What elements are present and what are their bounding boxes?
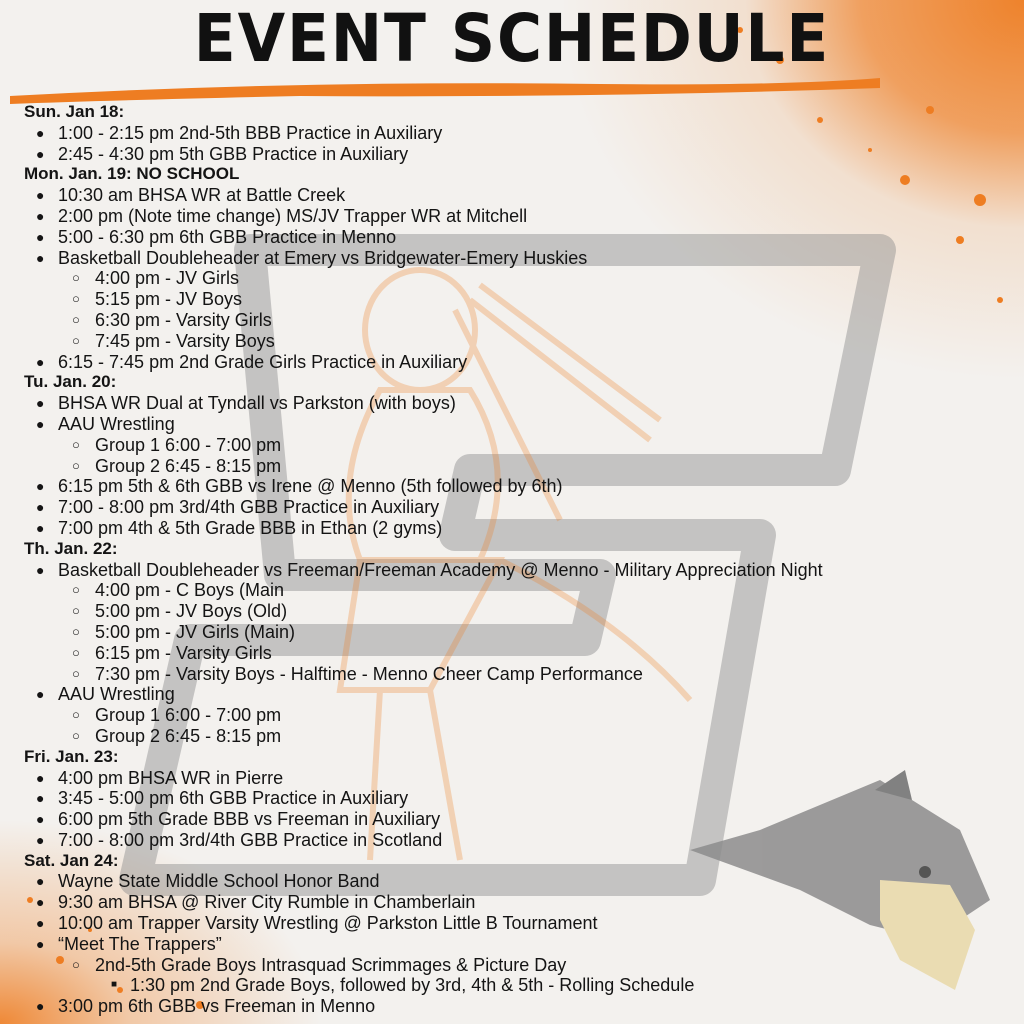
schedule-item-text: 7:00 pm 4th & 5th Grade BBB in Ethan (2 gyms)	[58, 517, 443, 538]
schedule-item-text: Basketball Doubleheader at Emery vs Bridgewater-Emery Huskies	[58, 247, 588, 268]
schedule-item-text: 7:45 pm - Varsity Boys	[95, 330, 275, 351]
schedule-item	[0, 788, 1000, 809]
circle-bullet-icon: ○	[72, 707, 80, 723]
schedule-item-text: 4:00 pm - JV Girls	[95, 268, 240, 289]
bullet-icon: ●	[36, 124, 45, 141]
schedule-item	[0, 996, 1000, 1017]
circle-bullet-icon: ○	[72, 603, 80, 619]
schedule-item	[0, 934, 1000, 955]
bullet-icon: ●	[36, 811, 45, 828]
day-heading	[0, 164, 1000, 185]
schedule-item	[0, 476, 1000, 497]
schedule-item-text: 5:15 pm - JV Boys	[95, 289, 243, 310]
day-heading	[0, 851, 1000, 872]
bullet-icon: ●	[36, 686, 45, 703]
bullet-icon: ●	[36, 415, 45, 432]
bullet-icon: ●	[36, 145, 45, 162]
circle-bullet-icon: ○	[72, 623, 80, 639]
circle-bullet-icon: ○	[72, 291, 80, 307]
bullet-icon: ●	[36, 561, 45, 578]
schedule-item	[0, 518, 1000, 539]
schedule-item-text: 1:30 pm 2nd Grade Boys, followed by 3rd, 4th & 5th - Rolling Schedule	[130, 975, 695, 996]
schedule-item	[0, 871, 1000, 892]
page-title: EVENT SCHEDULE	[193, 0, 831, 77]
schedule-item	[0, 248, 1000, 269]
bullet-icon: ●	[36, 894, 45, 911]
schedule-item-text: Basketball Doubleheader vs Freeman/Freeman Academy @ Menno - Military Appreciation Night	[58, 559, 823, 580]
schedule-item	[0, 227, 1000, 248]
day-label: Sun. Jan 18:	[24, 102, 125, 121]
schedule-item	[0, 331, 1000, 352]
schedule-list	[0, 102, 1000, 1017]
schedule-item	[0, 560, 1000, 581]
circle-bullet-icon: ○	[72, 644, 80, 660]
schedule-item	[0, 580, 1000, 601]
schedule-item-text: Group 2 6:45 - 8:15 pm	[95, 455, 282, 476]
schedule-item	[0, 144, 1000, 165]
circle-bullet-icon: ○	[72, 457, 80, 473]
schedule-item-text: AAU Wrestling	[58, 684, 175, 705]
schedule-item-text: 7:30 pm - Varsity Boys - Halftime - Menno Cheer Camp Performance	[95, 663, 643, 684]
schedule-item	[0, 435, 1000, 456]
schedule-item-text: 6:00 pm 5th Grade BBB vs Freeman in Auxiliary	[58, 809, 441, 830]
square-bullet-icon: ■	[111, 979, 118, 991]
schedule-item	[0, 289, 1000, 310]
schedule-item	[0, 310, 1000, 331]
circle-bullet-icon: ○	[72, 270, 80, 286]
schedule-item-text: 2nd-5th Grade Boys Intrasquad Scrimmages & Picture Day	[95, 954, 567, 975]
day-label: Mon. Jan. 19: NO SCHOOL	[24, 164, 240, 184]
schedule-item-text: 4:00 pm BHSA WR in Pierre	[58, 767, 284, 788]
schedule-item	[0, 393, 1000, 414]
bullet-icon: ●	[36, 790, 45, 807]
circle-bullet-icon: ○	[72, 311, 80, 327]
schedule-item-text: Wayne State Middle School Honor Band	[58, 871, 380, 892]
schedule-item-text: Group 2 6:45 - 8:15 pm	[95, 725, 282, 746]
schedule-item-text: 10:30 am BHSA WR at Battle Creek	[58, 185, 346, 206]
bullet-icon: ●	[36, 395, 45, 412]
schedule-item	[0, 456, 1000, 477]
schedule-item	[0, 830, 1000, 851]
bullet-icon: ●	[36, 187, 45, 204]
schedule-item-text: Group 1 6:00 - 7:00 pm	[95, 705, 282, 726]
schedule-item-text: “Meet The Trappers”	[58, 933, 222, 954]
bullet-icon: ●	[36, 831, 45, 848]
day-label: Tu. Jan. 20:	[24, 372, 117, 392]
circle-bullet-icon: ○	[72, 665, 80, 681]
schedule-item-text: 4:00 pm - C Boys (Main	[95, 580, 285, 601]
schedule-item	[0, 768, 1000, 789]
schedule-item-text: 6:15 - 7:45 pm 2nd Grade Girls Practice in Auxiliary	[58, 351, 468, 372]
schedule-item	[0, 809, 1000, 830]
bullet-icon: ●	[36, 769, 45, 786]
schedule-item-text: 5:00 pm - JV Girls (Main)	[95, 621, 296, 642]
schedule-item	[0, 684, 1000, 705]
bullet-icon: ●	[36, 915, 45, 932]
bullet-icon: ●	[36, 207, 45, 224]
schedule-item-text: 6:15 pm 5th & 6th GBB vs Irene @ Menno (5th followed by 6th)	[58, 476, 563, 497]
schedule-item-text: AAU Wrestling	[58, 413, 175, 434]
schedule-item-text: 2:45 - 4:30 pm 5th GBB Practice in Auxiliary	[58, 143, 409, 164]
day-heading	[0, 372, 1000, 393]
schedule-item	[0, 622, 1000, 643]
bullet-icon: ●	[36, 935, 45, 952]
schedule-item-text: 5:00 pm - JV Boys (Old)	[95, 601, 288, 622]
schedule-item	[0, 185, 1000, 206]
circle-bullet-icon: ○	[72, 956, 80, 972]
schedule-item-text: 3:00 pm 6th GBB vs Freeman in Menno	[58, 996, 376, 1017]
bullet-icon: ●	[36, 873, 45, 890]
schedule-item-text: 2:00 pm (Note time change) MS/JV Trapper WR at Mitchell	[58, 205, 528, 226]
schedule-item	[0, 975, 1000, 996]
schedule-item	[0, 123, 1000, 144]
schedule-item-text: Group 1 6:00 - 7:00 pm	[95, 434, 282, 455]
bullet-icon: ●	[36, 353, 45, 370]
schedule-item	[0, 664, 1000, 685]
bullet-icon: ●	[36, 519, 45, 536]
circle-bullet-icon: ○	[72, 332, 80, 348]
schedule-item	[0, 892, 1000, 913]
day-label: Fri. Jan. 23:	[24, 746, 119, 766]
schedule-item	[0, 268, 1000, 289]
schedule-item-text: 7:00 - 8:00 pm 3rd/4th GBB Practice in Scotland	[58, 829, 443, 850]
bullet-icon: ●	[36, 249, 45, 266]
schedule-item-text: 3:45 - 5:00 pm 6th GBB Practice in Auxiliary	[58, 788, 409, 809]
circle-bullet-icon: ○	[72, 727, 80, 743]
schedule-item-text: 10:00 am Trapper Varsity Wrestling @ Parkston Little B Tournament	[58, 913, 598, 934]
schedule-item	[0, 955, 1000, 976]
schedule-item	[0, 705, 1000, 726]
bullet-icon: ●	[36, 478, 45, 495]
bullet-icon: ●	[36, 228, 45, 245]
schedule-item	[0, 497, 1000, 518]
day-heading	[0, 102, 1000, 123]
schedule-item-text: 5:00 - 6:30 pm 6th GBB Practice in Menno	[58, 226, 397, 247]
schedule-item	[0, 643, 1000, 664]
schedule-item-text: BHSA WR Dual at Tyndall vs Parkston (with boys)	[58, 393, 456, 414]
schedule-item	[0, 913, 1000, 934]
schedule-item	[0, 726, 1000, 747]
schedule-item-text: 6:30 pm - Varsity Girls	[95, 309, 272, 330]
bullet-icon: ●	[36, 998, 45, 1015]
day-heading	[0, 747, 1000, 768]
schedule-item-text: 7:00 - 8:00 pm 3rd/4th GBB Practice in Auxiliary	[58, 497, 440, 518]
schedule-item-text: 6:15 pm - Varsity Girls	[95, 642, 272, 663]
day-label: Sat. Jan 24:	[24, 850, 119, 870]
day-heading	[0, 539, 1000, 560]
day-label: Th. Jan. 22:	[24, 538, 118, 558]
circle-bullet-icon: ○	[72, 436, 80, 452]
schedule-item-text: 1:00 - 2:15 pm 2nd-5th BBB Practice in Auxiliary	[58, 122, 443, 143]
schedule-item	[0, 601, 1000, 622]
schedule-item-text: 9:30 am BHSA @ River City Rumble in Chamberlain	[58, 892, 476, 913]
bullet-icon: ●	[36, 499, 45, 516]
schedule-item	[0, 414, 1000, 435]
schedule-item	[0, 206, 1000, 227]
circle-bullet-icon: ○	[72, 582, 80, 598]
schedule-item	[0, 352, 1000, 373]
